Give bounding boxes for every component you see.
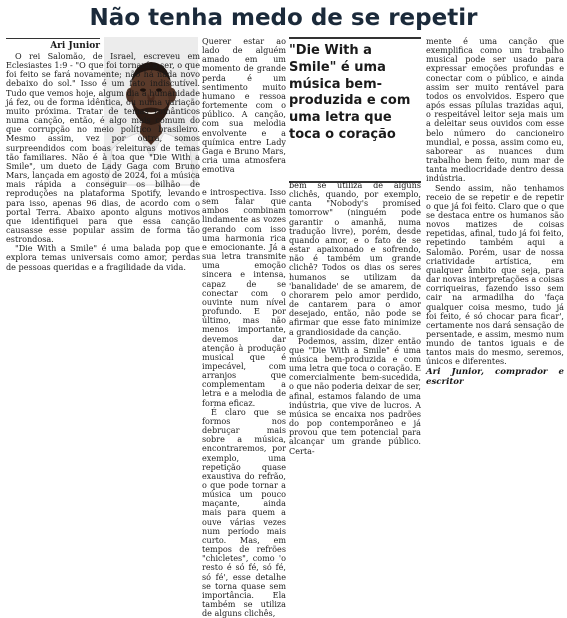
author-signature: Ari Junior, comprador e escritor (426, 366, 564, 387)
paragraph: O rei Salomão, de Israel, escreveu em Eclesiastes 1:9 - "O que foi tornará a ser, o que foi feito se fará novamente; não há nada novo debaixo do sol." Isso é um fato indiscutível. Tudo que vemos hoje, algum dia a humanidade já fez, ou de forma idêntica, ou numa variação muito próxima. Tratar de temas românticos numa canção, então, é algo mais comum do que corrupção no meio político brasileiro. Mesmo assim, vez por outra, somos surpreendidos com boas releituras de temas tão familiares. Não é à toa que "Die With a Smile", um dueto de Lady Gaga com Bruno Mars, lançada em agosto de 2024, foi a música mais rápida a conseguir os bilhão de reproduções na plataforma Spotify, levando para isso, apenas 96 dias, de acordo com o portal Terra. Abaixo aponto alguns motivos que identifiquei para que essa canção causasse esse popular assim de forma tão estrondosa. (6, 51, 200, 245)
article-column-1 (6, 52, 200, 428)
article-column-2-top (202, 37, 286, 187)
article-column-2 (202, 187, 286, 618)
paragraph: "Die With a Smile" é uma balada pop que explora temas universais como amor, perdas de pessoas queridas e a fragilidade da vida. (6, 243, 200, 272)
paragraph: bem se utiliza de alguns clichês, quando, por exemplo, canta "Nobody's promised tomorrow" (ninguém pode garantir o amanhã, numa tradução livre), porém, desde quando amor, e o fato de se estar apaixonado e sofrendo, não é também um grande clichê? Todos os dias os seres humanos se utilizam da 'banalidade' de se amarem, de chorarem pelo amor perdido, de cantarem para o amor desejado, então, não pode se afirmar que esse fato minimize a grandiosidade da canção. (289, 180, 421, 337)
paragraph: Podemos, assim, dizer então que "Die With a Smile" é uma música bem-produzida e com uma letra que toca o coração. E comercialmente bem-sucedida, o que não poderia deixar de ser, afinal, estamos falando de uma indústria, que vive de lucros. A música se encaixa nos padrões do pop contemporâneo e já provou que tem potencial para alcançar um grande público. Certa- (289, 335, 421, 456)
pull-quote-box (289, 37, 421, 183)
author-byline: Ari Junior (6, 38, 100, 52)
paragraph: É claro que se formos nos debruçar mais sobre a música, encontraremos, por exemplo, uma repetição quase exaustiva do refrão, o que pode tornar a música um pouco maçante, ainda mais para quem a ouve várias vezes num período mais curto. Mas, em tempos de refrões "chicletes", como 'o resto é só fé, só fé, só fé', esse detalhe se torna quase sem importância. Ela também se utiliza de alguns clichês, (202, 406, 286, 618)
pull-quote: "Die With a Smile" é uma música bem-produzida e com uma letra que toca o coração (289, 43, 411, 142)
paragraph: Sendo assim, não tenhamos receio de se repetir e de repetir o que já foi feito. Claro que o que se destaca entre os humanos são novos matizes de coisas repetidas, afinal, tudo já foi feito, repetindo também aqui a Salomão. Porém, usar de nossa criatividade artística, em qualquer âmbito que seja, para dar novas interpretações a coisas corriqueiras, fazendo isso sem cair na armadilha do 'faça qualquer coisa mesmo, tudo já foi feito, é só chocar para ficar', certamente nos dará sensação de persentade, e assim, mesmo num mundo de tantos iguais e de tantos mais do mesmo, seremos, únicos e diferentes. (426, 182, 564, 367)
article-column-4 (426, 37, 564, 429)
article-title: Não tenha medo de se repetir (89, 5, 478, 31)
paragraph: Querer estar ao lado de alguém amado em um momento de grande perda é um sentimento muito humano e ressoa fortemente com o público. A canção, com sua melodia envolvente e a química entre Lady Gaga e Bruno Mars, cria uma atmosfera emotiva (202, 36, 286, 175)
paragraph: e introspectiva. Isso sem falar que ambos combinam lindamente as vozes gerando com isso uma harmonia rica e emocionante. Já a sua letra transmite uma emoção sincera e intensa, capaz de se conectar com o ouvinte num nível profundo. E por último, mas não menos importante, devemos dar atenção à produção musical que é impecável, com arranjos que complementam a letra e a melodia de forma eficaz. (202, 187, 286, 408)
article-column-3 (289, 180, 421, 456)
paragraph: mente é uma canção que exemplifica como um trabalho musical pode ser usado para expressar emoções profundas e conectar com o público, e ainda assim ser muito rentável para todos os envolvidos. Espero que após essas pílulas trazidas aqui, o respeitável leitor seja mais um a deleitar seus ouvidos com esse belo número do cancioneiro mundial, e possa, assim como eu, saborear as nuances dum trabalho bem feito, num mar de tanta mediocridade dentro dessa indústria. (426, 36, 564, 184)
